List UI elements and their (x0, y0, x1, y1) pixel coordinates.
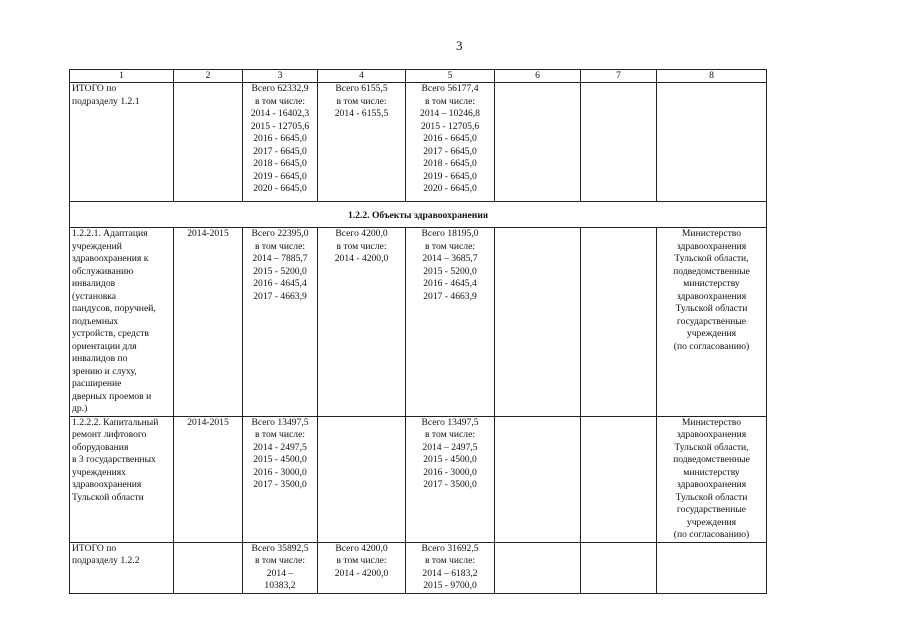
cell-line: 2019 - 6645,0 (423, 170, 477, 182)
cell-line: 2014 – (266, 567, 294, 579)
table-cell (495, 228, 581, 417)
page-number: 3 (456, 38, 463, 53)
column-header: 5 (406, 70, 495, 83)
column-header: 8 (657, 70, 767, 83)
table-cell (174, 83, 243, 202)
cell-line: пандусов, поручней, (72, 303, 156, 314)
table-cell (318, 83, 406, 202)
cell-line: подъемных (72, 315, 119, 327)
table-cell (174, 228, 243, 417)
table-cell (495, 416, 581, 542)
cell-line: 2017 - 3500,0 (423, 479, 477, 490)
table-cell (406, 228, 495, 417)
table-row (70, 228, 767, 417)
cell-line: Министерство (681, 228, 742, 239)
cell-line: учреждения (686, 328, 737, 339)
cell-line: здравоохранения (676, 290, 747, 302)
cell-line: Всего 35892,5 (251, 542, 309, 554)
cell-line: 2014 - 4200,0 (334, 253, 389, 264)
cell-line: Всего 31692,5 (421, 542, 479, 554)
cell-line: ИТОГО по (72, 83, 117, 94)
cell-line: устройств, средств (72, 328, 149, 339)
cell-line: в том числе: (254, 429, 305, 440)
cell-line: государственные (676, 504, 747, 515)
cell-line: 2017 - 6645,0 (253, 145, 307, 157)
cell-line: Всего 4200,0 (335, 228, 388, 239)
cell-line: 10383,2 (264, 580, 296, 591)
cell-line: 2016 - 6645,0 (423, 133, 477, 144)
cell-line: здравоохранения (676, 429, 747, 440)
cell-line: в том числе: (424, 429, 475, 440)
table-cell (495, 542, 581, 593)
cell-line: Всего 6155,5 (335, 83, 388, 94)
cell-line: подведомственные (673, 265, 750, 277)
cell-line: оборудования (72, 441, 129, 453)
table-cell (406, 416, 495, 542)
cell-line: государственные (676, 315, 747, 327)
column-header-row (70, 70, 767, 83)
cell-line: 1.2.2.1. Адаптация (72, 228, 148, 239)
cell-line: здравоохранения (676, 240, 747, 252)
cell-line: 2014 - 16402,3 (250, 108, 310, 119)
table-cell (70, 83, 174, 202)
cell-line: 2014 – 6183,2 (422, 567, 478, 579)
cell-line: в том числе: (336, 240, 387, 252)
cell-line: 2015 - 4500,0 (253, 454, 307, 465)
column-header: 6 (495, 70, 581, 83)
cell-line: 2015 - 5200,0 (253, 265, 307, 277)
cell-line: Всего 62332,9 (251, 83, 309, 94)
table-cell (581, 83, 657, 202)
cell-line: здравоохранения (72, 479, 142, 490)
cell-line: Всего 13497,5 (421, 416, 479, 428)
cell-line: Всего 4200,0 (335, 542, 388, 554)
column-header: 7 (581, 70, 657, 83)
cell-line: 2019 - 6645,0 (253, 170, 307, 182)
cell-line: Всего 56177,4 (421, 83, 479, 94)
cell-line: (установка (72, 290, 117, 302)
cell-line: 2020 - 6645,0 (423, 183, 477, 194)
cell-line: Министерство (681, 416, 742, 428)
table-cell (657, 542, 767, 593)
cell-line: учреждения (686, 516, 737, 528)
table-cell (581, 228, 657, 417)
cell-line: (по согласованию) (673, 340, 750, 352)
cell-line: 2014-2015 (187, 416, 229, 428)
cell-line: здравоохранения (676, 479, 747, 490)
cell-line: Тульской области, (674, 441, 749, 453)
cell-line: 2015 - 4500,0 (423, 454, 477, 465)
cell-line: министерству (683, 278, 740, 289)
table-cell (657, 228, 767, 417)
cell-line: в 3 государственных (72, 454, 156, 465)
cell-line: здравоохранения к (72, 253, 149, 264)
table-cell (318, 542, 406, 593)
cell-line: учреждениях (72, 466, 126, 478)
cell-line: в том числе: (424, 95, 475, 107)
cell-line: 1.2.2.2. Капитальный (72, 416, 159, 428)
table-cell (657, 416, 767, 542)
table-cell (70, 416, 174, 542)
table-cell (243, 542, 318, 593)
cell-line: 2014 – 2497,5 (422, 441, 478, 453)
table-cell (581, 416, 657, 542)
cell-line: 2015 - 5200,0 (423, 265, 477, 277)
cell-line: Тульской области, (674, 253, 749, 264)
table-cell (243, 416, 318, 542)
table-cell (318, 228, 406, 417)
cell-line: ИТОГО по (72, 542, 117, 554)
cell-line: 2018 - 6645,0 (253, 158, 307, 169)
cell-line: ориентации для (72, 340, 137, 352)
table-row (70, 416, 767, 542)
cell-line: Тульской области (675, 303, 748, 314)
table-cell (495, 83, 581, 202)
cell-line: 2017 - 4663,9 (253, 290, 307, 302)
table-cell (406, 83, 495, 202)
cell-line: др.) (72, 403, 88, 414)
cell-line: обслуживанию (72, 265, 134, 277)
cell-line: министерству (683, 466, 740, 478)
cell-line: 2014-2015 (187, 228, 229, 239)
cell-line: зрению и слуху, (72, 365, 137, 377)
cell-line: 2017 - 3500,0 (253, 479, 307, 490)
table-cell (174, 542, 243, 593)
cell-line: 2020 - 6645,0 (253, 183, 307, 194)
cell-line: в том числе: (424, 555, 475, 566)
cell-line: 2014 - 6155,5 (334, 108, 389, 119)
column-header: 1 (70, 70, 174, 83)
cell-line: 2016 - 3000,0 (423, 466, 477, 478)
cell-line: 2016 - 4645,4 (253, 278, 307, 289)
cell-line: 2017 - 6645,0 (423, 145, 477, 157)
cell-line: в том числе: (424, 240, 475, 252)
cell-line: инвалидов (72, 278, 116, 289)
cell-line: 2016 - 3000,0 (253, 466, 307, 478)
cell-line: 2014 – 7885,7 (252, 253, 308, 264)
cell-line: подразделу 1.2.2 (72, 555, 140, 566)
cell-line: 2016 - 6645,0 (253, 133, 307, 144)
cell-line: 2018 - 6645,0 (423, 158, 477, 169)
table-cell (406, 542, 495, 593)
cell-line: 2015 - 9700,0 (423, 580, 477, 591)
cell-line: Всего 22395,0 (251, 228, 309, 239)
table-cell (70, 542, 174, 593)
cell-line: 2014 - 4200,0 (334, 567, 389, 579)
cell-line: Тульской области (675, 491, 748, 503)
cell-line: в том числе: (254, 555, 305, 566)
column-header: 4 (318, 70, 406, 83)
cell-line: учреждений (72, 240, 122, 252)
table-cell (243, 228, 318, 417)
table-cell (318, 416, 406, 542)
table-cell (70, 228, 174, 417)
cell-line: 2015 - 12705,6 (250, 120, 310, 132)
cell-line: Тульской области (72, 491, 144, 503)
cell-line: 2014 – 10246,8 (420, 108, 480, 119)
cell-line: подразделу 1.2.1 (72, 95, 140, 107)
table-cell (657, 83, 767, 202)
section-header-row (70, 202, 767, 228)
cell-line: в том числе: (336, 555, 387, 566)
cell-line: (по согласованию) (673, 529, 750, 540)
cell-line: дверных проемов и (72, 390, 152, 402)
table-row (70, 542, 767, 593)
table-cell (581, 542, 657, 593)
cell-line: в том числе: (254, 95, 305, 107)
table-row (70, 83, 767, 202)
cell-line: Всего 18195,0 (421, 228, 479, 239)
table-cell (174, 416, 243, 542)
cell-line: 2015 - 12705,6 (420, 120, 480, 132)
column-header: 3 (243, 70, 318, 83)
cell-line: расширение (72, 378, 122, 389)
cell-line: Всего 13497,5 (251, 416, 309, 428)
cell-line: 2016 - 4645,4 (423, 278, 477, 289)
column-header: 2 (174, 70, 243, 83)
cell-line: 2014 – 3685,7 (422, 253, 478, 264)
cell-line: 2017 - 4663,9 (423, 290, 477, 302)
cell-line: ремонт лифтового (72, 429, 147, 440)
cell-line: в том числе: (336, 95, 387, 107)
cell-line: в том числе: (254, 240, 305, 252)
cell-line: 2014 - 2497,5 (253, 441, 307, 453)
cell-line: подведомственные (673, 454, 750, 465)
table-cell (243, 83, 318, 202)
section-title: 1.2.2. Объекты здравоохранения (70, 202, 767, 228)
budget-table (69, 69, 767, 594)
cell-line: инвалидов по (72, 353, 128, 364)
